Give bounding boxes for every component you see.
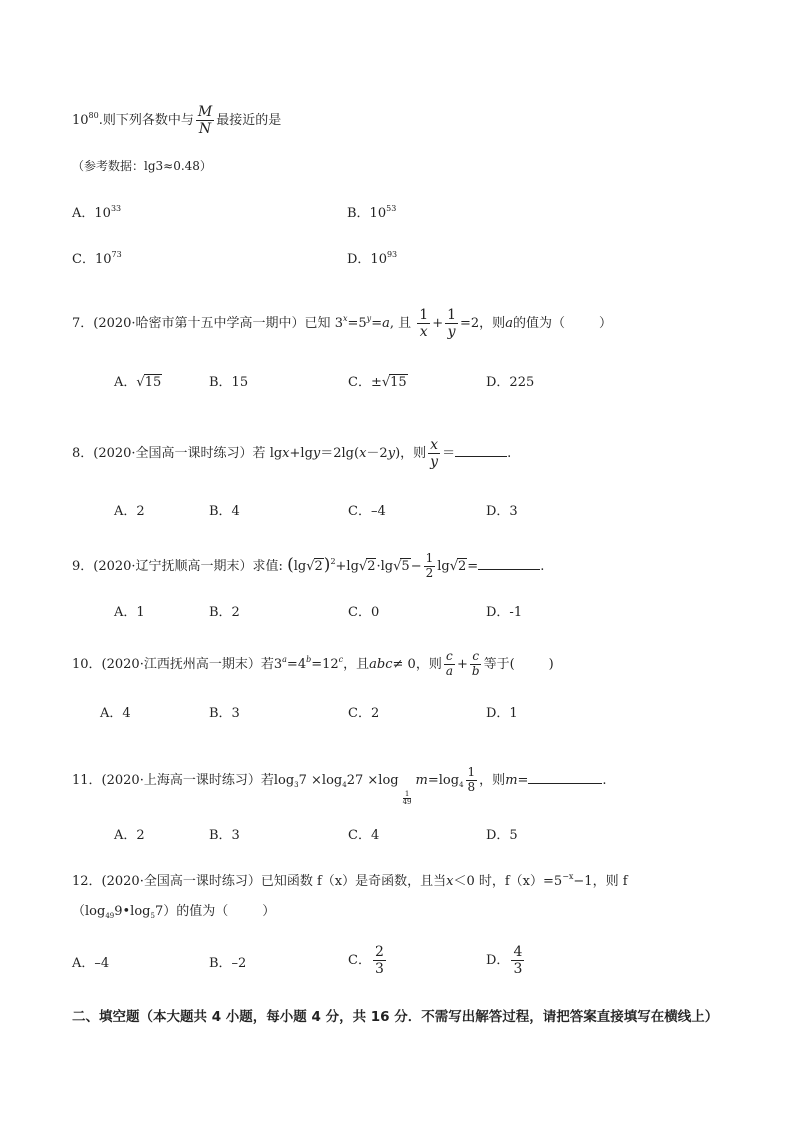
q7-fraction-2: $\frac{1}{y}$ xyxy=(447,307,457,341)
answer-blank xyxy=(528,783,602,784)
q10-stem: 10．(2020·江西抚州高一期末）若$3^a=4^b=12^c$，且abc≠ 0，则 $\frac{c}{a}$ + $\frac{c}{b}$ 等于( ) xyxy=(72,649,554,678)
q9-fraction: $\frac{1}{2}$ xyxy=(425,551,434,580)
q11-fraction: $\frac{1}{8}$ xyxy=(467,765,476,794)
q12-choice-c-fraction: $\frac{2}{3}$ xyxy=(374,944,384,978)
q12-choice-c: C． $\frac{2}{3}$ xyxy=(348,944,384,978)
q10-choice-a: A．4 xyxy=(100,706,131,721)
q10-fraction-2: $\frac{c}{b}$ xyxy=(471,649,480,678)
answer-blank xyxy=(455,456,507,457)
q7-stem: 7．(2020·哈密市第十五中学高一期中）已知 $3^x=5^y=a$, 且 $\frac{1}{x}$ + $\frac{1}{y}$ =2，则a的值为（ ） xyxy=(72,307,612,341)
q6-choice-a: A．$10^{33}$ xyxy=(72,204,122,221)
q11-choice-a: A．2 xyxy=(114,828,145,843)
q9-choice-a: A．1 xyxy=(114,605,145,620)
q8-choice-d: D．3 xyxy=(486,504,518,519)
q9-stem: 9．(2020·辽宁抚顺高一期末）求值: $(\lg√2)^2+\lg√2\cdot\lg√5-$ $\frac{1}{2}$ lg√2= . xyxy=(72,551,545,580)
q11-choice-c: C．4 xyxy=(348,828,380,843)
q12-choice-a: A．–4 xyxy=(72,956,110,971)
sqrt-symbol: √5 xyxy=(393,558,410,574)
q7-choice-d: D．225 xyxy=(486,375,535,390)
q11-choice-d: D．5 xyxy=(486,828,518,843)
q11-base-fraction: $\frac{1}{49}$ xyxy=(402,789,412,806)
q6-choice-b: B．$10^{53}$ xyxy=(347,204,397,221)
sqrt-symbol: √15 xyxy=(381,375,407,390)
answer-blank xyxy=(478,569,540,570)
q8-choice-a: A．2 xyxy=(114,504,145,519)
q9-choice-c: C．0 xyxy=(348,605,380,620)
q11-choice-b: B．3 xyxy=(209,828,240,843)
q6-fraction: $\frac{M}{N}$ xyxy=(197,104,213,138)
q6-stem: $10^{80}$.则下列各数中与 $\frac{M}{N}$ 最接近的是 xyxy=(72,104,282,138)
q7-choice-b: B．15 xyxy=(209,375,249,390)
sqrt-symbol: √2 xyxy=(306,558,323,574)
q8-choice-b: B．4 xyxy=(209,504,240,519)
q12-choice-b: B．–2 xyxy=(209,956,247,971)
q7-choice-a: A．√15 xyxy=(114,375,162,390)
q7-choice-c: C．±√15 xyxy=(348,375,407,390)
q10-fraction-1: $\frac{c}{a}$ xyxy=(445,649,453,678)
q8-choice-c: C．–4 xyxy=(348,504,386,519)
q12-stem-line2: $(\log_{49}9•\log_57)$的值为（ ） xyxy=(72,904,276,920)
sqrt-symbol: √15 xyxy=(136,375,162,390)
q6-reference: （参考数据：lg3≈0.48） xyxy=(72,159,212,173)
section-heading: 二、填空题（本大题共 4 小题，每小题 4 分，共 16 分．不需写出解答过程，请把答案直接填写在横线上） xyxy=(72,1009,719,1025)
q8-stem: 8．(2020·全国高一课时练习）若 lgx+lgy＝2lg(x－2y)，则 $\frac{x}{y}$ ＝ . xyxy=(72,437,512,471)
q8-fraction: $\frac{x}{y}$ xyxy=(430,437,439,471)
q10-choice-d: D．1 xyxy=(486,706,518,721)
q10-choice-b: B．3 xyxy=(209,706,240,721)
q12-stem-line1: 12．(2020·全国高一课时练习）已知函数 f（x）是奇函数，且当x＜0 时，$f(x)=5^{-x}-1$，则 f xyxy=(72,872,628,889)
sqrt-symbol: √2 xyxy=(358,558,376,574)
q6-choice-c: C．$10^{73}$ xyxy=(72,250,122,267)
q6-choice-d: D．$10^{93}$ xyxy=(347,250,398,267)
q7-fraction-1: $\frac{1}{x}$ xyxy=(419,307,429,341)
q9-choice-d: D．-1 xyxy=(486,605,523,620)
q12-choice-d: D． $\frac{4}{3}$ xyxy=(486,944,523,978)
q11-stem: 11．(2020·上海高一课时练习）若$\log_37 \times\log_427 \times\log$ $\frac{1}{49}$ $m=\log_4$ $\frac{1}{8}$ ，则m= . xyxy=(72,765,607,806)
q10-choice-c: C．2 xyxy=(348,706,380,721)
sqrt-symbol: √2 xyxy=(449,558,467,574)
q9-choice-b: B．2 xyxy=(209,605,240,620)
q12-choice-d-fraction: $\frac{4}{3}$ xyxy=(513,944,523,978)
